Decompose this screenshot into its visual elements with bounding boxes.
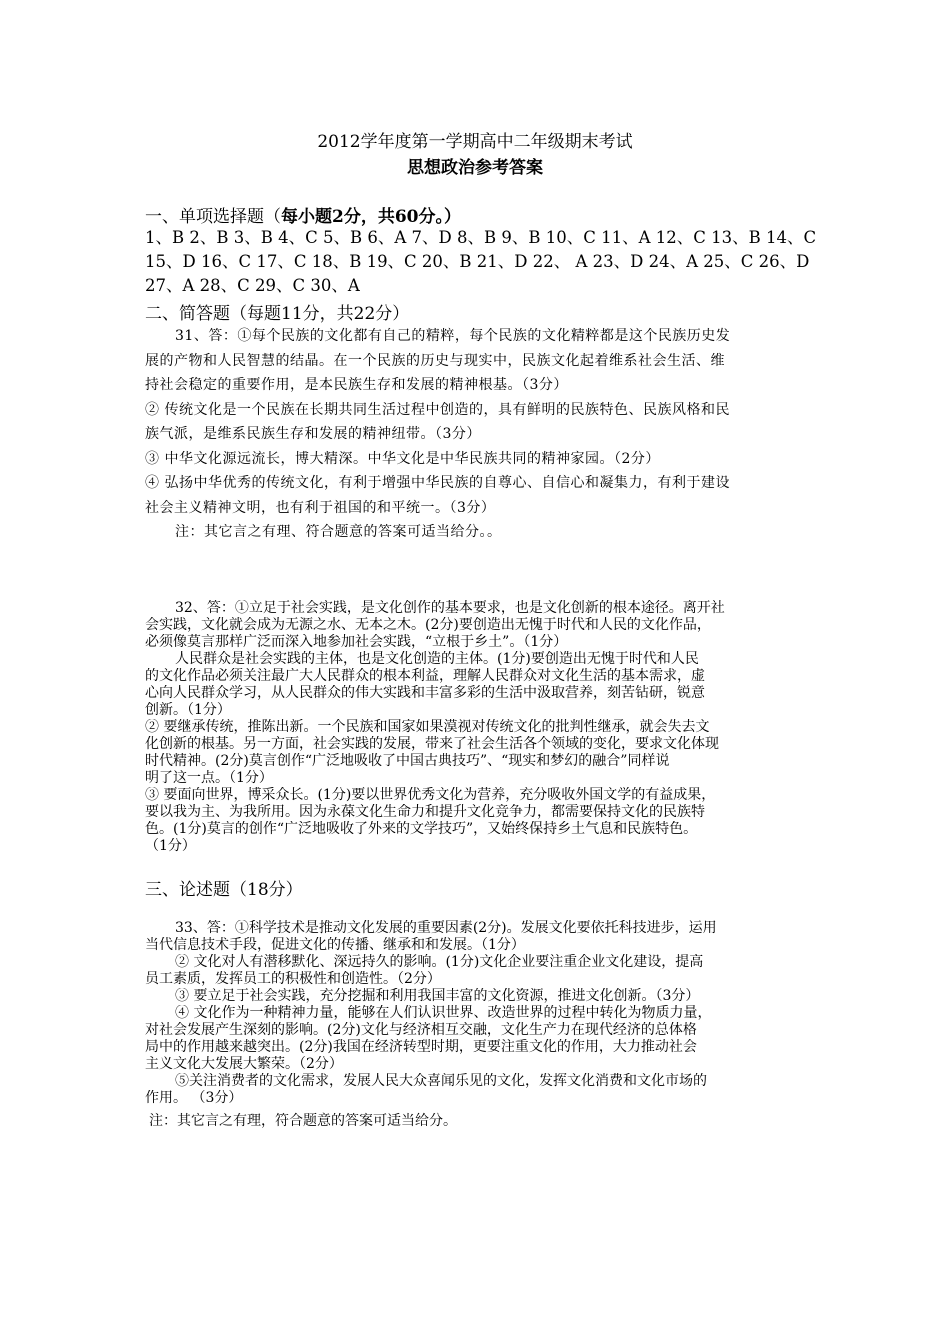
q33-line: 作用。 （3分） (145, 1090, 243, 1106)
answer-subtitle: 思想政治参考答案 (407, 158, 543, 178)
q32-line: 32、答：①立足于社会实践，是文化创作的基本要求，也是文化创新的根本途径。离开社 (175, 600, 725, 616)
q32-line: 时代精神。(2分)莫言创作“广泛地吸收了中国古典技巧”、“现实和梦幻的融合”同样说 (145, 753, 670, 769)
q32-line: 会实践，文化就会成为无源之水、无本之木。(2分)要创造出无愧于时代和人民的文化作品， (145, 617, 711, 633)
q33-line: 员工素质，发挥员工的积极性和创造性。（2分） (145, 971, 441, 987)
q33-line: 对社会发展产生深刻的影响。(2分)文化与经济相互交融，文化生产力在现代经济的总体格 (145, 1022, 697, 1038)
q31-line: 社会主义精神文明，也有利于祖国的和平统一。（3分） (145, 499, 496, 516)
section-3-heading: 三、论述题（18分） (145, 880, 303, 900)
q33-line: 33、答：①科学技术是推动文化发展的重要因素(2分)。发展文化要依托科技进步，运用 (175, 920, 717, 936)
q32-line: （1分） (145, 838, 196, 854)
q33-line: ③ 要立足于社会实践，充分挖掘和利用我国丰富的文化资源，推进文化创新。（3分） (175, 988, 700, 1004)
q31-line: ② 传统文化是一个民族在长期共同生活过程中创造的，具有鲜明的民族特色、民族风格和民 (145, 401, 730, 418)
q32-line: ② 要继承传统，推陈出新。一个民族和国家如果漠视对传统文化的批判性继承，就会失去文 (145, 719, 710, 735)
q32-line: ③ 要面向世界，博采众长。(1分)要以世界优秀文化为营养，充分吸收外国文学的有益成果， (145, 787, 716, 803)
section-1-heading (145, 202, 461, 227)
q32-line: 心向人民群众学习，从人民群众的伟大实践和丰富多彩的生活中汲取营养，刻苦钻研，锐意 (145, 685, 705, 701)
q31-note: 注：其它言之有理、符合题意的答案可适当给分。。 (175, 524, 502, 540)
q33-line: ② 文化对人有潜移默化、深远持久的影响。(1分)文化企业要注重企业文化建设，提高 (175, 954, 704, 970)
q32-line: 色。(1分)莫言的创作“广泛地吸收了外来的文学技巧”，又始终保持乡土气息和民族特色。 (145, 821, 698, 837)
q32-line: 明了这一点。（1分） (145, 770, 273, 786)
q31-line: ④ 弘扬中华优秀的传统文化，有利于增强中华民族的自尊心、自信心和凝集力，有利于建设 (145, 475, 730, 491)
q32-line: 要以我为主、为我所用。因为永葆文化生命力和提升文化竞争力，都需要保持文化的民族特 (145, 804, 705, 820)
q33-line: 局中的作用越来越突出。(2分)我国在经济转型时期，更要注重文化的作用，大力推动社会 (145, 1039, 697, 1055)
section-2-heading: 二、简答题（每题11分，共22分） (145, 304, 410, 324)
mc-line: 27、A 28、C 29、C 30、A (145, 276, 360, 295)
q31-line: 展的产物和人民智慧的结晶。在一个民族的历史与现实中，民族文化起着维系社会生活、维 (145, 352, 725, 369)
q33-line: 当代信息技术手段，促进文化的传播、继承和和发展。（1分） (145, 937, 525, 953)
mc-line: 1、B 2、B 3、B 4、C 5、B 6、A 7、D 8、B 9、B 10、C 11、A 12、C 13、B 14、C (145, 228, 817, 247)
section-1-points: 每小题2分，共60分。） (281, 207, 461, 227)
q33-line: ⑤关注消费者的文化需求，发展人民大众喜闻乐见的文化，发挥文化消费和文化市场的 (175, 1073, 707, 1089)
multiple-choice-answers (145, 226, 815, 298)
mc-line: 15、D 16、C 17、C 18、B 19、C 20、B 21、D 22、 A 23、D 24、A 25、C 26、D (145, 252, 810, 271)
q31-line: 31、答：①每个民族的文化都有自己的精粹，每个民族的文化精粹都是这个民族历史发 (175, 328, 731, 344)
q32-line: 人民群众是社会实践的主体，也是文化创造的主体。(1分)要创造出无愧于时代和人民 (175, 651, 699, 667)
q32-line: 必须像莫言那样广泛而深入地参加社会实践，“立根于乡土”。（1分） (145, 634, 568, 650)
question-31-answer (145, 324, 815, 545)
q33-line: 主义文化大发展大繁荣。（2分） (145, 1056, 343, 1072)
q33-line: ④ 文化作为一种精神力量，能够在人们认识世界、改造世界的过程中转化为物质力量， (175, 1005, 712, 1021)
q31-line: 持社会稳定的重要作用，是本民族生存和发展的精神根基。（3分） (145, 377, 568, 393)
q32-line: 化创新的根基。另一方面，社会实践的发展，带来了社会生活各个领域的变化，要求文化体现 (145, 736, 719, 752)
question-33-answer (145, 920, 815, 1107)
section-3-note: 注：其它言之有理，符合题意的答案可适当给分。 (149, 1113, 457, 1129)
q31-line: ③ 中华文化源远流长，博大精深。中华文化是中华民族共同的精神家园。（2分） (145, 450, 660, 467)
exam-title: 2012学年度第一学期高中二年级期末考试 (317, 132, 633, 152)
q32-line: 创新。（1分） (145, 702, 231, 718)
section-1-label: 一、单项选择题（ (145, 207, 281, 227)
question-32-answer (145, 600, 815, 855)
q31-line: 族气派，是维系民族生存和发展的精神纽带。（3分） (145, 426, 481, 442)
q32-line: 的文化作品必须关注最广大人民群众的根本利益，理解人民群众对文化生活的基本需求，虚 (145, 668, 705, 684)
